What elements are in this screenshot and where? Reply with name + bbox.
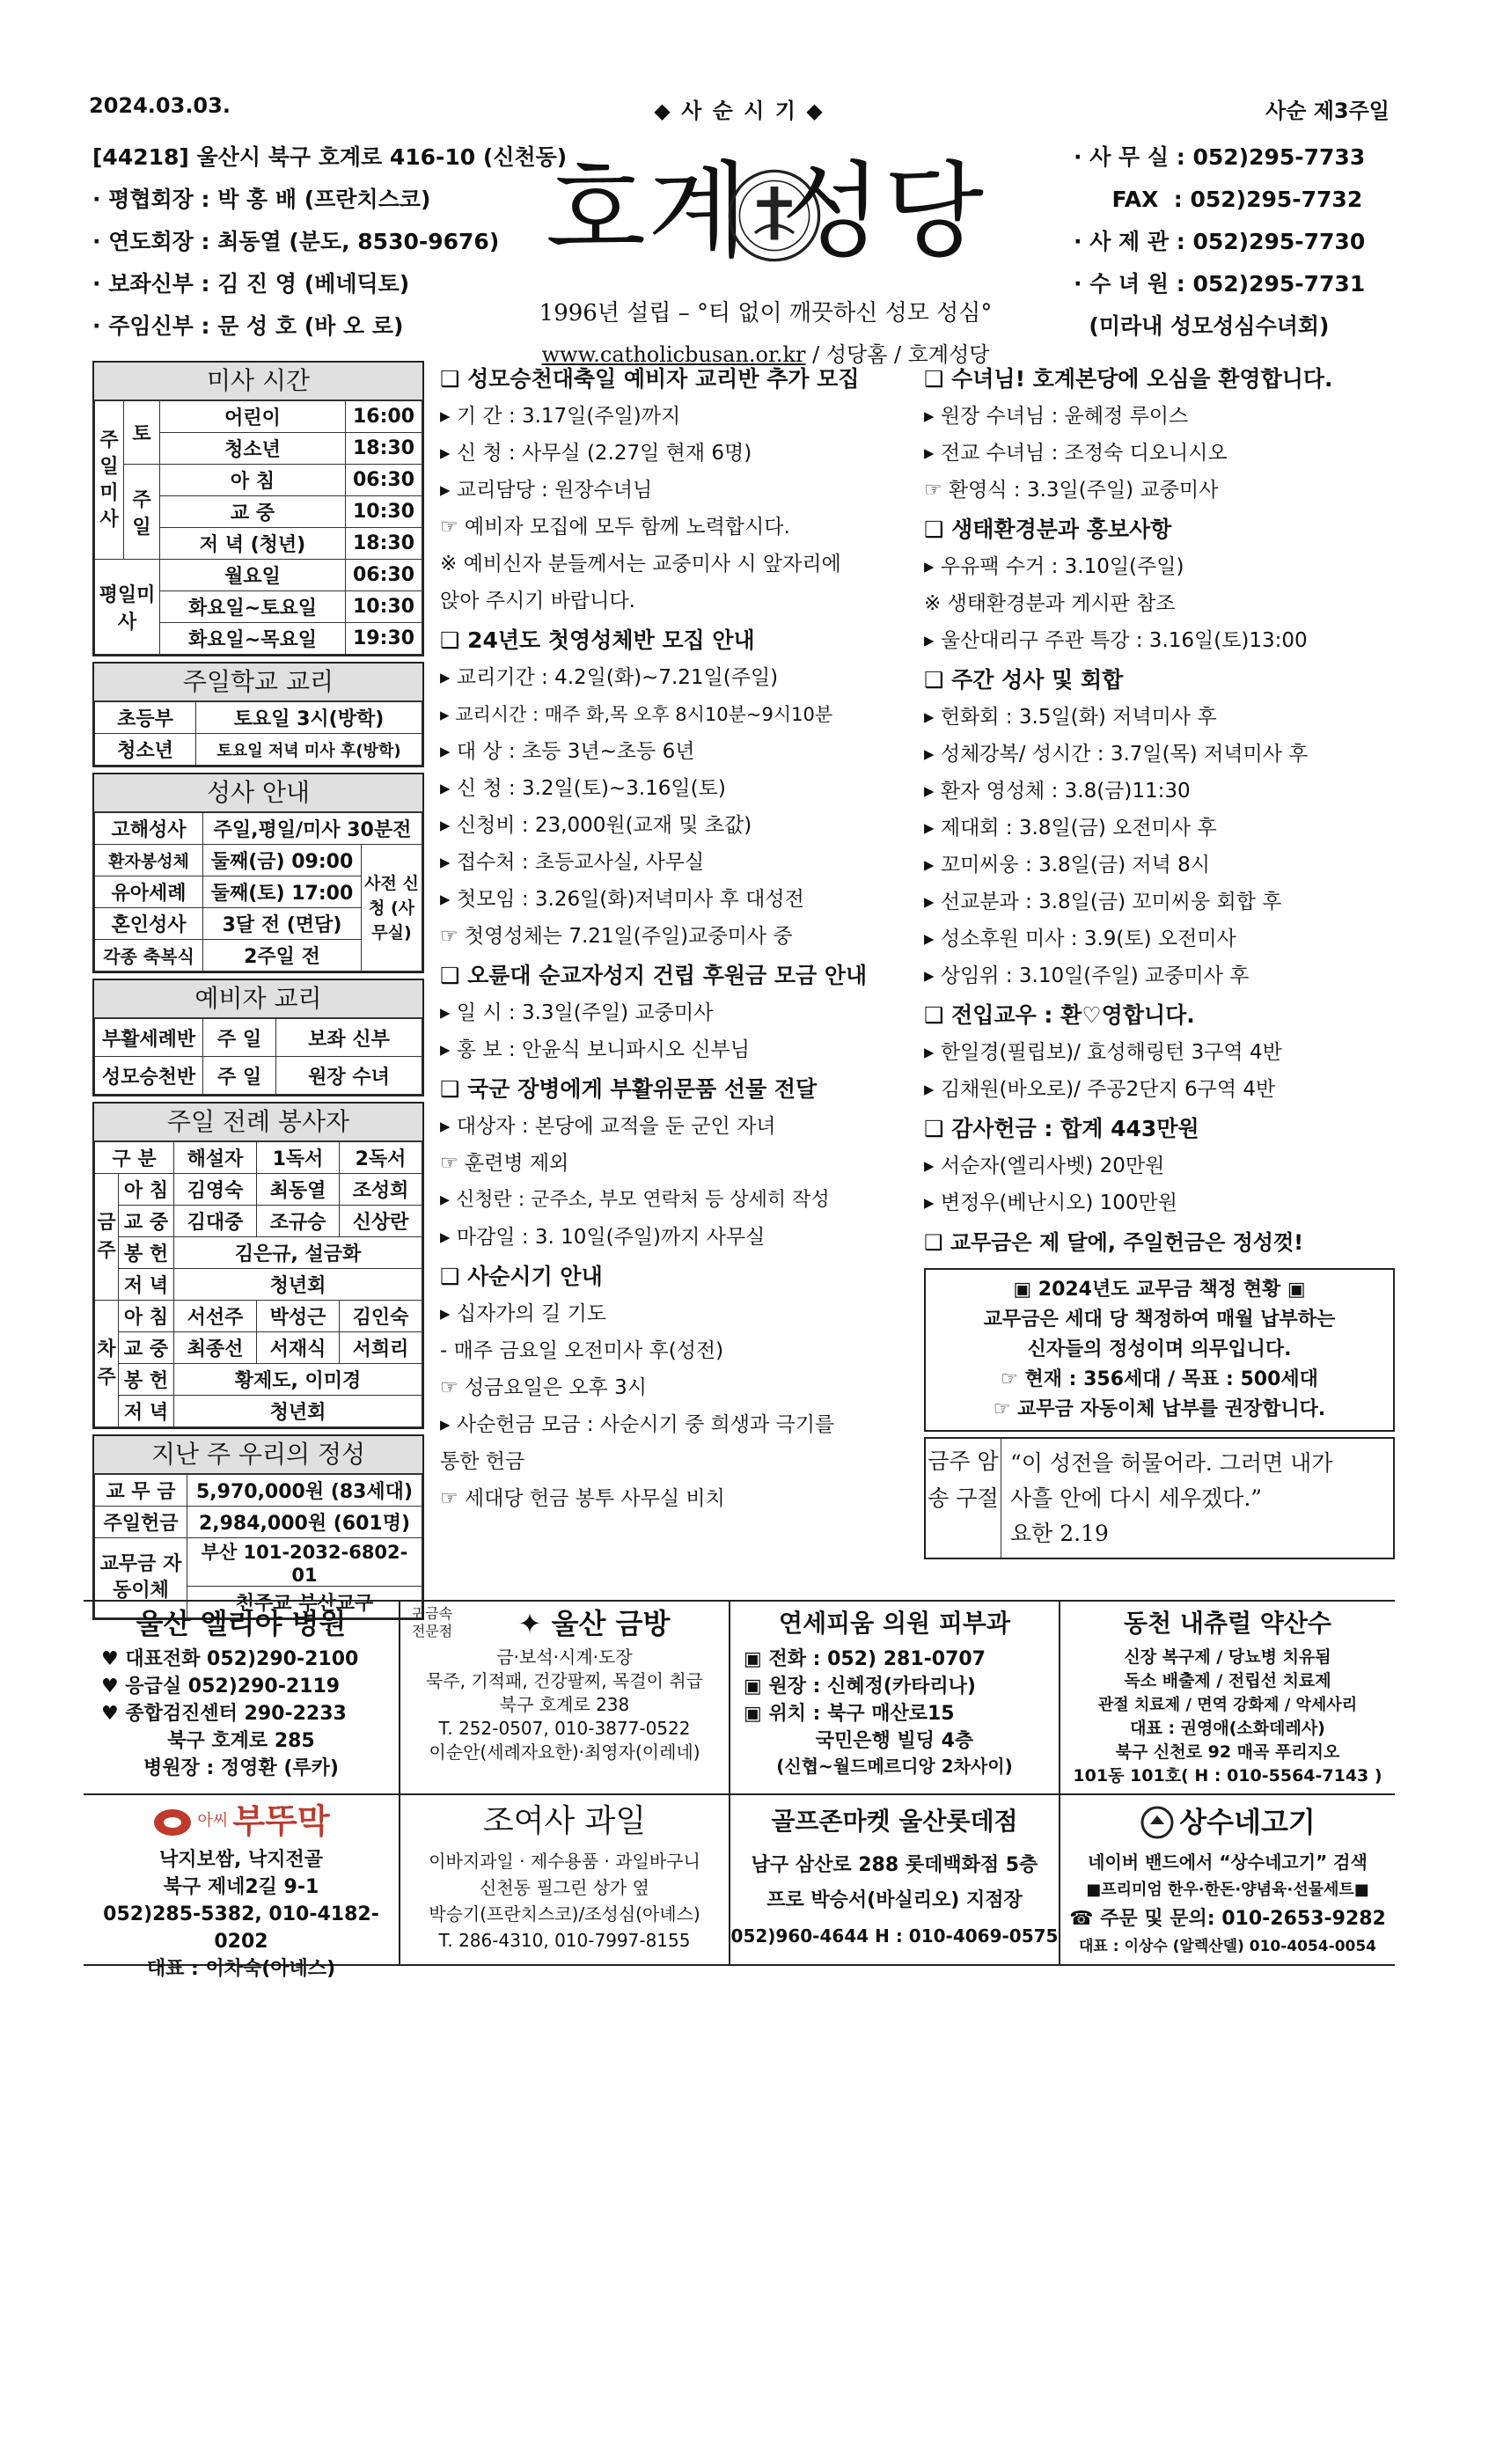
article-heading: ❑ 성모승천대축일 예비자 교리반 추가 모집 (440, 366, 860, 392)
mass-name: 화요일~목요일 (160, 623, 346, 655)
article-line: ▸ 울산대리구 주관 특강 : 3.16일(토)13:00 (924, 629, 1308, 652)
offering-title: 지난 주 우리의 정성 (94, 1436, 422, 1474)
article-line: ▸ 기 간 : 3.17일(주일)까지 (440, 405, 681, 428)
ad-line: 낙지보쌈, 낙지전골 (158, 1849, 324, 1871)
ad-name: 동천 내츄럴 약산수 (1124, 1609, 1331, 1638)
article-line: ▸ 신 청 : 3.2일(토)~3.16일(토) (440, 777, 726, 800)
catechumen-box (92, 979, 424, 1096)
mass-time: 10:30 (346, 591, 422, 623)
ad-name: 부뚜막 (232, 1800, 330, 1841)
server-name: 서희리 (340, 1332, 422, 1364)
article (440, 1258, 915, 1517)
ad-name: ✦ 울산 금방 (517, 1607, 671, 1640)
school-time: 토요일 저녁 미사 후(방학) (196, 734, 422, 766)
sunday-label: 사순 제3주일 (1265, 99, 1390, 123)
article-line: ☞ 예비자 모집에 모두 함께 노력합시다. (440, 516, 790, 539)
article (924, 662, 1395, 994)
service-slot: 봉 헌 (119, 1364, 174, 1396)
ad-name: 조여사 과일 (482, 1803, 647, 1839)
verse-line: 사흘 안에 다시 세우겠다.” (1010, 1485, 1263, 1511)
ad-line: 묵주, 기적패, 건강팔찌, 목걸이 취급 (426, 1670, 703, 1691)
ad-line: ▣ 전화 : 052) 281-0707 (744, 1648, 986, 1670)
article-line: ▸ 우유팩 수거 : 3.10일(주일) (924, 555, 1184, 578)
memory-verse-box (924, 1437, 1395, 1559)
article-heading: ❑ 교무금은 제 달에, 주일헌금은 정성껏! (924, 1230, 1304, 1255)
article (924, 1224, 1395, 1261)
ad-line: ▣ 원장 : 신혜정(카타리나) (744, 1676, 976, 1698)
ad-jewelry (400, 1602, 730, 1795)
prayer-president: · 연도회장 : 최동열 (분도, 8530-9676) (92, 229, 500, 254)
liturgy-head: 2독서 (340, 1142, 422, 1174)
article (924, 511, 1395, 659)
notice-line: ☞ 현재 : 356세대 / 목표 : 500세대 (1001, 1368, 1318, 1390)
ad-restaurant (84, 1795, 400, 1980)
mass-time: 19:30 (346, 623, 422, 655)
ad-line: ■프리미엄 한우·한돈·양념육·선물세트■ (1086, 1881, 1369, 1899)
office-phone: · 사 무 실 : 052)295-7733 (1074, 144, 1366, 170)
ad-tag: 귀금속 전문점 (411, 1605, 453, 1639)
address: [44218] 울산시 북구 호계로 416-10 (신천동) (92, 144, 568, 170)
notice-line: ☞ 교무금 자동이체 납부를 권장합니다. (993, 1398, 1326, 1420)
article-line: ▸ 성체강복/ 성시간 : 3.7일(목) 저녁미사 후 (924, 743, 1309, 766)
mass-time: 06:30 (346, 560, 422, 591)
article-line: 앉아 주시기 바랍니다. (440, 590, 635, 612)
ad-line: 신장 복구제 / 당뇨병 치유됨 (1124, 1647, 1331, 1667)
sacrament-time: 3달 전 (면담) (203, 908, 362, 940)
sacrament-name: 고해성사 (95, 813, 203, 845)
article-line: ▸ 접수처 : 초등교사실, 사무실 (440, 851, 705, 874)
convent-phone: · 수 녀 원 : 052)295-7731 (1074, 271, 1366, 297)
article-line: ▸ 교리시간 : 매주 화,목 오후 8시10분~9시10분 (440, 704, 833, 725)
tithe-notice (924, 1268, 1395, 1432)
convent-name: (미라내 성모성심수녀회) (1074, 313, 1330, 339)
left-column (92, 361, 424, 1615)
class-day: 주 일 (203, 1057, 276, 1095)
article-line: ▸ 첫모임 : 3.26일(화)저녁미사 후 대성전 (440, 888, 804, 911)
article-heading: ❑ 생태환경분과 홍보사항 (924, 517, 1172, 542)
article-line: ▸ 한일경(필립보)/ 효성해링턴 3구역 4반 (924, 1041, 1282, 1064)
season-label: ◆ 사 순 시 기 ◆ (654, 99, 825, 123)
council-president: · 평협회장 : 박 홍 배 (프란치스코) (92, 187, 431, 212)
article-line: ▸ 서순자(엘리사벳) 20만원 (924, 1155, 1165, 1177)
article-heading: ❑ 24년도 첫영성체반 모집 안내 (440, 627, 755, 653)
ad-line: 관절 치료제 / 면역 강화제 / 악세사리 (1097, 1696, 1358, 1714)
this-week-label: 금주 (95, 1174, 119, 1301)
service-slot: 저 녁 (119, 1396, 174, 1427)
mass-name: 저 녁 (청년) (160, 528, 346, 560)
article (924, 997, 1395, 1108)
ad-line: ☎ 주문 및 문의: 010-2653-9282 (1069, 1908, 1386, 1930)
article-line: ▸ 환자 영성체 : 3.8(금)11:30 (924, 780, 1191, 803)
ad-line: 박승기(프란치스코)/조성심(아녜스) (429, 1903, 700, 1925)
server-name: 청년회 (174, 1396, 422, 1427)
verse-text (1001, 1439, 1393, 1558)
mass-time: 18:30 (346, 528, 422, 560)
article (440, 622, 915, 955)
article (924, 361, 1395, 509)
notice-line: 교무금은 세대 당 책정하여 매월 납부하는 (983, 1309, 1336, 1331)
right-column (924, 361, 1395, 1593)
article-heading: ❑ 주간 성사 및 회합 (924, 667, 1124, 693)
class-teacher: 원장 수녀 (276, 1057, 422, 1095)
advertisements (84, 1600, 1395, 1980)
mass-name: 아 침 (160, 465, 346, 496)
server-name: 청년회 (174, 1269, 422, 1301)
article-line: ☞ 성금요일은 오후 3시 (440, 1376, 647, 1399)
rectory-phone: · 사 제 관 : 052)295-7730 (1074, 229, 1366, 254)
server-name: 황제도, 이미경 (174, 1364, 422, 1396)
assistant-priest: · 보좌신부 : 김 진 영 (베네딕토) (92, 271, 410, 297)
ad-name: 연세피움 의원 피부과 (779, 1609, 1010, 1638)
notice-line: 신자들의 정성이며 의무입니다. (1027, 1338, 1292, 1360)
ad-line: 북구 신천로 92 매곡 푸리지오 (1115, 1742, 1340, 1762)
school-group: 청소년 (95, 734, 196, 766)
mass-name: 교 중 (160, 496, 346, 528)
sacrament-name: 유아세례 (95, 876, 203, 908)
article-line: ▸ 대상자 : 본당에 교적을 둔 군인 자녀 (440, 1115, 776, 1138)
ad-line: 대표 : 권영애(소화데레사) (1130, 1719, 1325, 1738)
ad-line: ♥ 대표전화 052)290-2100 (101, 1648, 359, 1670)
account-holder: 천주교 부산교구 (187, 1587, 422, 1618)
article-heading: ❑ 전입교우 : 환♡영합니다. (924, 1002, 1195, 1028)
article-line: ▸ 홍 보 : 안윤식 보니파시오 신부님 (440, 1038, 750, 1061)
ad-name: 울산 엘리야 병원 (136, 1607, 347, 1640)
article-heading: ❑ 국군 장병에게 부활위문품 선물 전달 (440, 1076, 818, 1102)
restaurant-logo-icon (152, 1805, 193, 1838)
notice-title: ▣ 2024년도 교무금 책정 현황 ▣ (1013, 1279, 1306, 1301)
ad-line: 국민은행 빌딩 4층 (815, 1730, 974, 1752)
server-name: 박성근 (257, 1301, 340, 1332)
title-block (537, 128, 994, 392)
class-teacher: 보좌 신부 (276, 1019, 422, 1057)
article-line: ▸ 상임위 : 3.10일(주일) 교중미사 후 (924, 964, 1250, 987)
sacrament-name: 각종 축복식 (95, 940, 203, 972)
offering-amount: 2,984,000원 (601명) (187, 1507, 422, 1538)
ad-line: 남구 삼산로 288 롯데백화점 5층 (751, 1854, 1038, 1876)
liturgy-head: 구 분 (95, 1142, 174, 1174)
sacrament-name: 혼인성사 (95, 908, 203, 940)
article-line: ☞ 훈련병 제외 (440, 1152, 569, 1175)
saturday-label: 토 (124, 401, 160, 465)
weekday-mass-label: 평일미사 (95, 560, 160, 655)
service-slot: 아 침 (119, 1301, 174, 1332)
ad-water (1060, 1602, 1395, 1795)
article-line: ▸ 신 청 : 사무실 (2.27일 현재 6명) (440, 442, 752, 465)
article-line: ▸ 변정우(베난시오) 100만원 (924, 1192, 1177, 1214)
article-line: ※ 생태환경분과 게시판 참조 (924, 592, 1176, 615)
fax: FAX : 052)295-7732 (1074, 187, 1363, 212)
article-line: ▸ 제대회 : 3.8일(금) 오전미사 후 (924, 817, 1217, 840)
ad-line: ♥ 응급실 052)290-2119 (101, 1676, 341, 1698)
sacrament-apply-note: 사전 신청 (사무실) (362, 845, 422, 972)
article-line: ▸ 원장 수녀님 : 윤혜정 루이스 (924, 405, 1189, 428)
article-line: ▸ 신청란 : 군주소, 부모 연락처 등 상세히 작성 (440, 1189, 830, 1211)
issue-date: 2024.03.03. (89, 93, 231, 118)
liturgy-box (92, 1102, 424, 1429)
offering-box (92, 1434, 424, 1620)
liturgy-head: 해설자 (174, 1142, 257, 1174)
article-line: ▸ 전교 수녀님 : 조정숙 디오니시오 (924, 442, 1228, 465)
ad-line: ♥ 종합검진센터 290-2233 (101, 1703, 347, 1725)
ad-line: 대표 : 이차숙(아녜스) (146, 1958, 336, 1980)
article-line: ▸ 교리기간 : 4.2일(화)~7.21일(주일) (440, 666, 779, 689)
title-part-1: 호계 (546, 150, 750, 272)
article-line: - 매주 금요일 오전미사 후(성전) (440, 1339, 724, 1362)
ad-line: 052)285-5382, 010-4182-0202 (103, 1903, 379, 1953)
class-name: 성모승천반 (95, 1057, 203, 1095)
article-line: ※ 예비신자 분들께서는 교중미사 시 앞자리에 (440, 553, 841, 576)
ad-line: T. 286-4310, 010-7997-8155 (438, 1930, 691, 1951)
article-line: ▸ 일 시 : 3.3일(주일) 교중미사 (440, 1001, 714, 1024)
website-link[interactable]: www.catholicbusan.or.kr (541, 342, 806, 367)
offering-type: 교 무 금 (95, 1475, 187, 1507)
ad-line: 북구 호계로 238 (499, 1694, 630, 1715)
mass-times-box (92, 361, 424, 656)
article-line: 통한 헌금 (440, 1450, 525, 1473)
server-name: 신상란 (340, 1206, 422, 1237)
ad-line: 프로 박승서(바실리오) 지점장 (766, 1889, 1023, 1911)
middle-column (440, 361, 915, 1593)
service-slot: 교 중 (119, 1206, 174, 1237)
offering-type: 주일헌금 (95, 1507, 187, 1538)
server-name: 조성희 (340, 1174, 422, 1206)
class-day: 주 일 (203, 1019, 276, 1057)
article-line: ▸ 헌화회 : 3.5일(화) 저녁미사 후 (924, 706, 1217, 729)
ad-line: 이순안(세례자요한)·최영자(이레네) (429, 1742, 700, 1763)
article-line: ▸ 교리담당 : 원장수녀님 (440, 479, 653, 502)
mass-times-title: 미사 시간 (94, 363, 422, 400)
article-line: ☞ 첫영성체는 7.21일(주일)교중미사 중 (440, 925, 793, 948)
website-path: / 성당홈 / 호계성당 (805, 342, 990, 367)
server-name: 김인숙 (340, 1301, 422, 1332)
sunday-mass-label: 주일미사 (95, 401, 124, 560)
sunday-school-title: 주일학교 교리 (94, 664, 422, 701)
school-group: 초등부 (95, 702, 196, 734)
ad-golf (730, 1795, 1060, 1964)
article-line: ▸ 꼬미씨웅 : 3.8일(금) 저녁 8시 (924, 854, 1210, 876)
sacrament-time: 2주일 전 (203, 940, 362, 972)
ad-butcher (1060, 1795, 1395, 1964)
verse-reference: 요한 2.19 (1010, 1521, 1109, 1546)
ad-hospital (84, 1602, 400, 1795)
service-slot: 저 녁 (119, 1269, 174, 1301)
mass-name: 청소년 (160, 433, 346, 465)
parish-info (92, 136, 568, 348)
article-line: ☞ 세대당 헌금 봉투 사무실 비치 (440, 1487, 725, 1510)
ad-line: T. 252-0507, 010-3877-0522 (438, 1718, 691, 1739)
article-line: ☞ 환영식 : 3.3일(주일) 교중미사 (924, 479, 1219, 502)
mass-name: 월요일 (160, 560, 346, 591)
sacrament-title: 성사 안내 (94, 774, 422, 812)
verse-label: 금주 암송 구절 (926, 1439, 1001, 1558)
service-slot: 교 중 (119, 1332, 174, 1364)
pastor: · 주임신부 : 문 성 호 (바 오 로) (92, 313, 404, 339)
ad-line: 052)960-4644 H : 010-4069-0575 (730, 1925, 1059, 1947)
article-heading: ❑ 사순시기 안내 (440, 1264, 603, 1289)
ad-name: 상수네고기 (1179, 1805, 1316, 1839)
mass-name: 화요일~토요일 (160, 591, 346, 623)
article-heading: ❑ 감사헌금 : 합계 443만원 (924, 1116, 1199, 1141)
ad-line: 금·보석·시계·도장 (496, 1646, 633, 1668)
article-heading: ❑ 수녀님! 호계본당에 오심을 환영합니다. (924, 366, 1333, 392)
title-part-2: 성당 (781, 150, 986, 272)
butcher-logo-icon (1140, 1805, 1175, 1840)
article-line: ▸ 마감일 : 3. 10일(주일)까지 사무실 (440, 1226, 766, 1249)
sacrament-box (92, 773, 424, 973)
ad-line: 북구 제네2길 9-1 (163, 1876, 319, 1898)
service-slot: 아 침 (119, 1174, 174, 1206)
article-line: ▸ 십자가의 길 기도 (440, 1302, 607, 1325)
server-name: 김영숙 (174, 1174, 257, 1206)
liturgy-head: 1독서 (257, 1142, 340, 1174)
service-slot: 봉 헌 (119, 1237, 174, 1269)
mass-time: 06:30 (346, 465, 422, 496)
article-heading: ❑ 오륜대 순교자성지 건립 후원금 모금 안내 (440, 963, 868, 988)
article (924, 1111, 1395, 1221)
article-line: ▸ 대 상 : 초등 3년~초등 6년 (440, 740, 695, 763)
ad-line: 병원장 : 정영환 (루카) (143, 1757, 339, 1779)
ad-line: 이바지과일 · 제수용품 · 과일바구니 (429, 1851, 700, 1872)
founded-line: 1996년 설립 – °티 없이 깨끗하신 성모 성심° (539, 300, 993, 326)
contact-info (1074, 136, 1395, 348)
ad-line: 북구 호계로 285 (167, 1730, 315, 1752)
ad-line: (신협~월드메르디앙 2차사이) (776, 1756, 1013, 1777)
ad-name: 골프존마켓 울산롯데점 (771, 1807, 1018, 1836)
catechumen-title: 예비자 교리 (94, 980, 422, 1018)
mass-time: 10:30 (346, 496, 422, 528)
masthead (84, 128, 1395, 392)
article-line: ▸ 신청비 : 23,000원(교재 및 초값) (440, 814, 752, 837)
sacrament-time: 주일,평일/미사 30분전 (203, 813, 422, 845)
sacrament-name: 환자봉성체 (95, 845, 203, 876)
next-week-label: 차주 (95, 1301, 119, 1427)
article-line: ▸ 성소후원 미사 : 3.9(토) 오전미사 (924, 928, 1236, 950)
liturgy-title: 주일 전례 봉사자 (94, 1104, 422, 1141)
ad-line: 네이버 밴드에서 “상수네고기” 검색 (1088, 1852, 1368, 1873)
server-name: 김대중 (174, 1206, 257, 1237)
article-line: ▸ 김채원(바오로)/ 주공2단지 6구역 4반 (924, 1078, 1276, 1101)
server-name: 최종선 (174, 1332, 257, 1364)
server-name: 서선주 (174, 1301, 257, 1332)
article (440, 1071, 915, 1256)
ad-dermatology (730, 1602, 1060, 1795)
server-name: 최동열 (257, 1174, 340, 1206)
ad-line: 신천동 필그린 상가 옆 (480, 1877, 649, 1898)
server-name: 서재식 (257, 1332, 340, 1364)
sacrament-time: 둘째(금) 09:00 (203, 845, 362, 876)
school-time: 토요일 3시(방학) (196, 702, 422, 734)
sunday-school-box (92, 662, 424, 767)
ad-brand: 아씨 (197, 1811, 229, 1830)
sunday-label: 주일 (124, 465, 160, 560)
article (440, 361, 915, 620)
ad-line: 대표 : 이상수 (알렉산델) 010-4054-0054 (1078, 1938, 1377, 1955)
auto-transfer-label: 교무금 자동이체 (95, 1538, 187, 1618)
mass-time: 16:00 (346, 401, 422, 433)
bulletin-page (84, 88, 1395, 1980)
server-name: 김은규, 설금화 (174, 1237, 422, 1269)
article-line: ▸ 선교분과 : 3.8일(금) 꼬미씨웅 회합 후 (924, 891, 1282, 913)
mass-name: 어린이 (160, 401, 346, 433)
verse-line: “이 성전을 허물어라. 그러면 내가 (1010, 1450, 1333, 1476)
server-name: 조규승 (257, 1206, 340, 1237)
sacrament-time: 둘째(토) 17:00 (203, 876, 362, 908)
ad-fruit (400, 1795, 730, 1964)
top-row (84, 88, 1395, 125)
offering-amount: 5,970,000원 (83세대) (187, 1475, 422, 1507)
ad-line: 독소 배출제 / 전립선 치료제 (1124, 1671, 1331, 1690)
bank-account: 부산 101-2032-6802-01 (187, 1538, 422, 1587)
class-name: 부활세례반 (95, 1019, 203, 1057)
article-line: ▸ 사순헌금 모금 : 사순시기 중 희생과 극기를 (440, 1413, 835, 1436)
mass-time: 18:30 (346, 433, 422, 465)
article (440, 957, 915, 1068)
ad-line: ▣ 위치 : 북구 매산로15 (744, 1703, 955, 1725)
ad-line: 101동 101호( H : 010-5564-7143 ) (1073, 1766, 1382, 1786)
